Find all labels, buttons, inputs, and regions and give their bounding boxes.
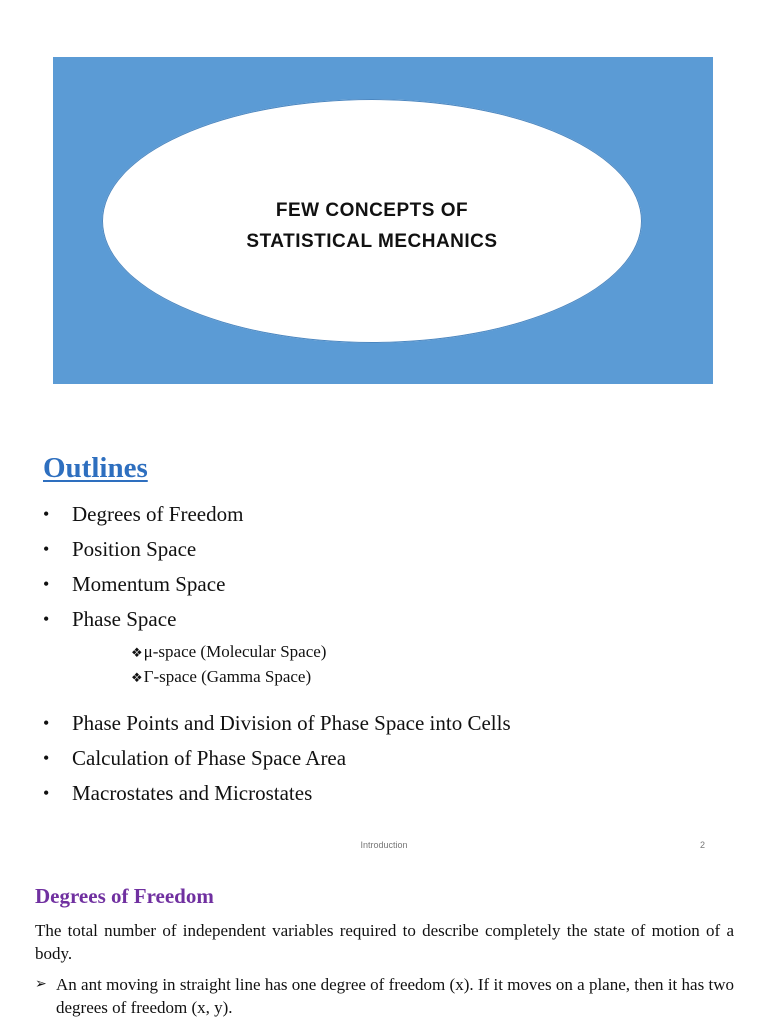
phase-space-sub-list [131, 640, 326, 690]
outline-item-label: Phase Space [72, 607, 177, 631]
outline-item-label: Momentum Space [72, 572, 226, 596]
sub-outline-item-label: Γ-space (Gamma Space) [143, 667, 312, 686]
outline-item-label: Degrees of Freedom [72, 502, 244, 526]
outline-list-top [43, 497, 243, 637]
outline-item [43, 567, 243, 602]
sub-outline-item-label: μ-space (Molecular Space) [143, 642, 327, 661]
degrees-of-freedom-heading: Degrees of Freedom [35, 884, 214, 908]
slide-title-line-1: FEW CONCEPTS OF [275, 200, 469, 221]
bullet-icon: • [43, 609, 50, 629]
outline-item-label: Phase Points and Division of Phase Space into Cells [72, 711, 511, 735]
slide-page-number: 2 [700, 840, 706, 850]
degrees-of-freedom-definition: The total number of independent variables required to describe completely the state of motion of a body. [35, 921, 734, 963]
bullet-icon: • [43, 504, 50, 524]
outline-item-label: Position Space [72, 537, 197, 561]
outline-item [43, 741, 511, 776]
bullet-icon: • [43, 783, 50, 803]
bullet-icon: • [43, 574, 50, 594]
outline-list-bottom [43, 706, 511, 811]
diamond-bullet-icon: ❖ [131, 671, 143, 686]
bullet-icon: • [43, 539, 50, 559]
sub-outline-item [131, 665, 326, 690]
outline-item [43, 532, 243, 567]
outline-item [43, 706, 511, 741]
outline-item [43, 602, 243, 637]
slide-title-line-2: STATISTICAL MECHANICS [246, 231, 498, 252]
arrow-bullet-icon: ➢ [35, 976, 47, 992]
title-slide-banner [53, 57, 713, 384]
slide-title [102, 195, 642, 257]
title-oval [102, 99, 642, 343]
slide-footer-label: Introduction [360, 840, 408, 850]
outline-item-label: Macrostates and Microstates [72, 781, 313, 805]
degrees-of-freedom-example [35, 973, 734, 1019]
bullet-icon: • [43, 748, 50, 768]
sub-outline-item [131, 640, 326, 665]
outline-item [43, 776, 511, 811]
outline-item-label: Calculation of Phase Space Area [72, 746, 347, 770]
degrees-of-freedom-example-text: An ant moving in straight line has one degree of freedom (x). If it moves on a plane, then it has two degrees of freedom (x, y). [56, 975, 734, 1017]
bullet-icon: • [43, 713, 50, 733]
diamond-bullet-icon: ❖ [131, 646, 143, 661]
outlines-heading: Outlines [43, 452, 148, 484]
outline-item [43, 497, 243, 532]
